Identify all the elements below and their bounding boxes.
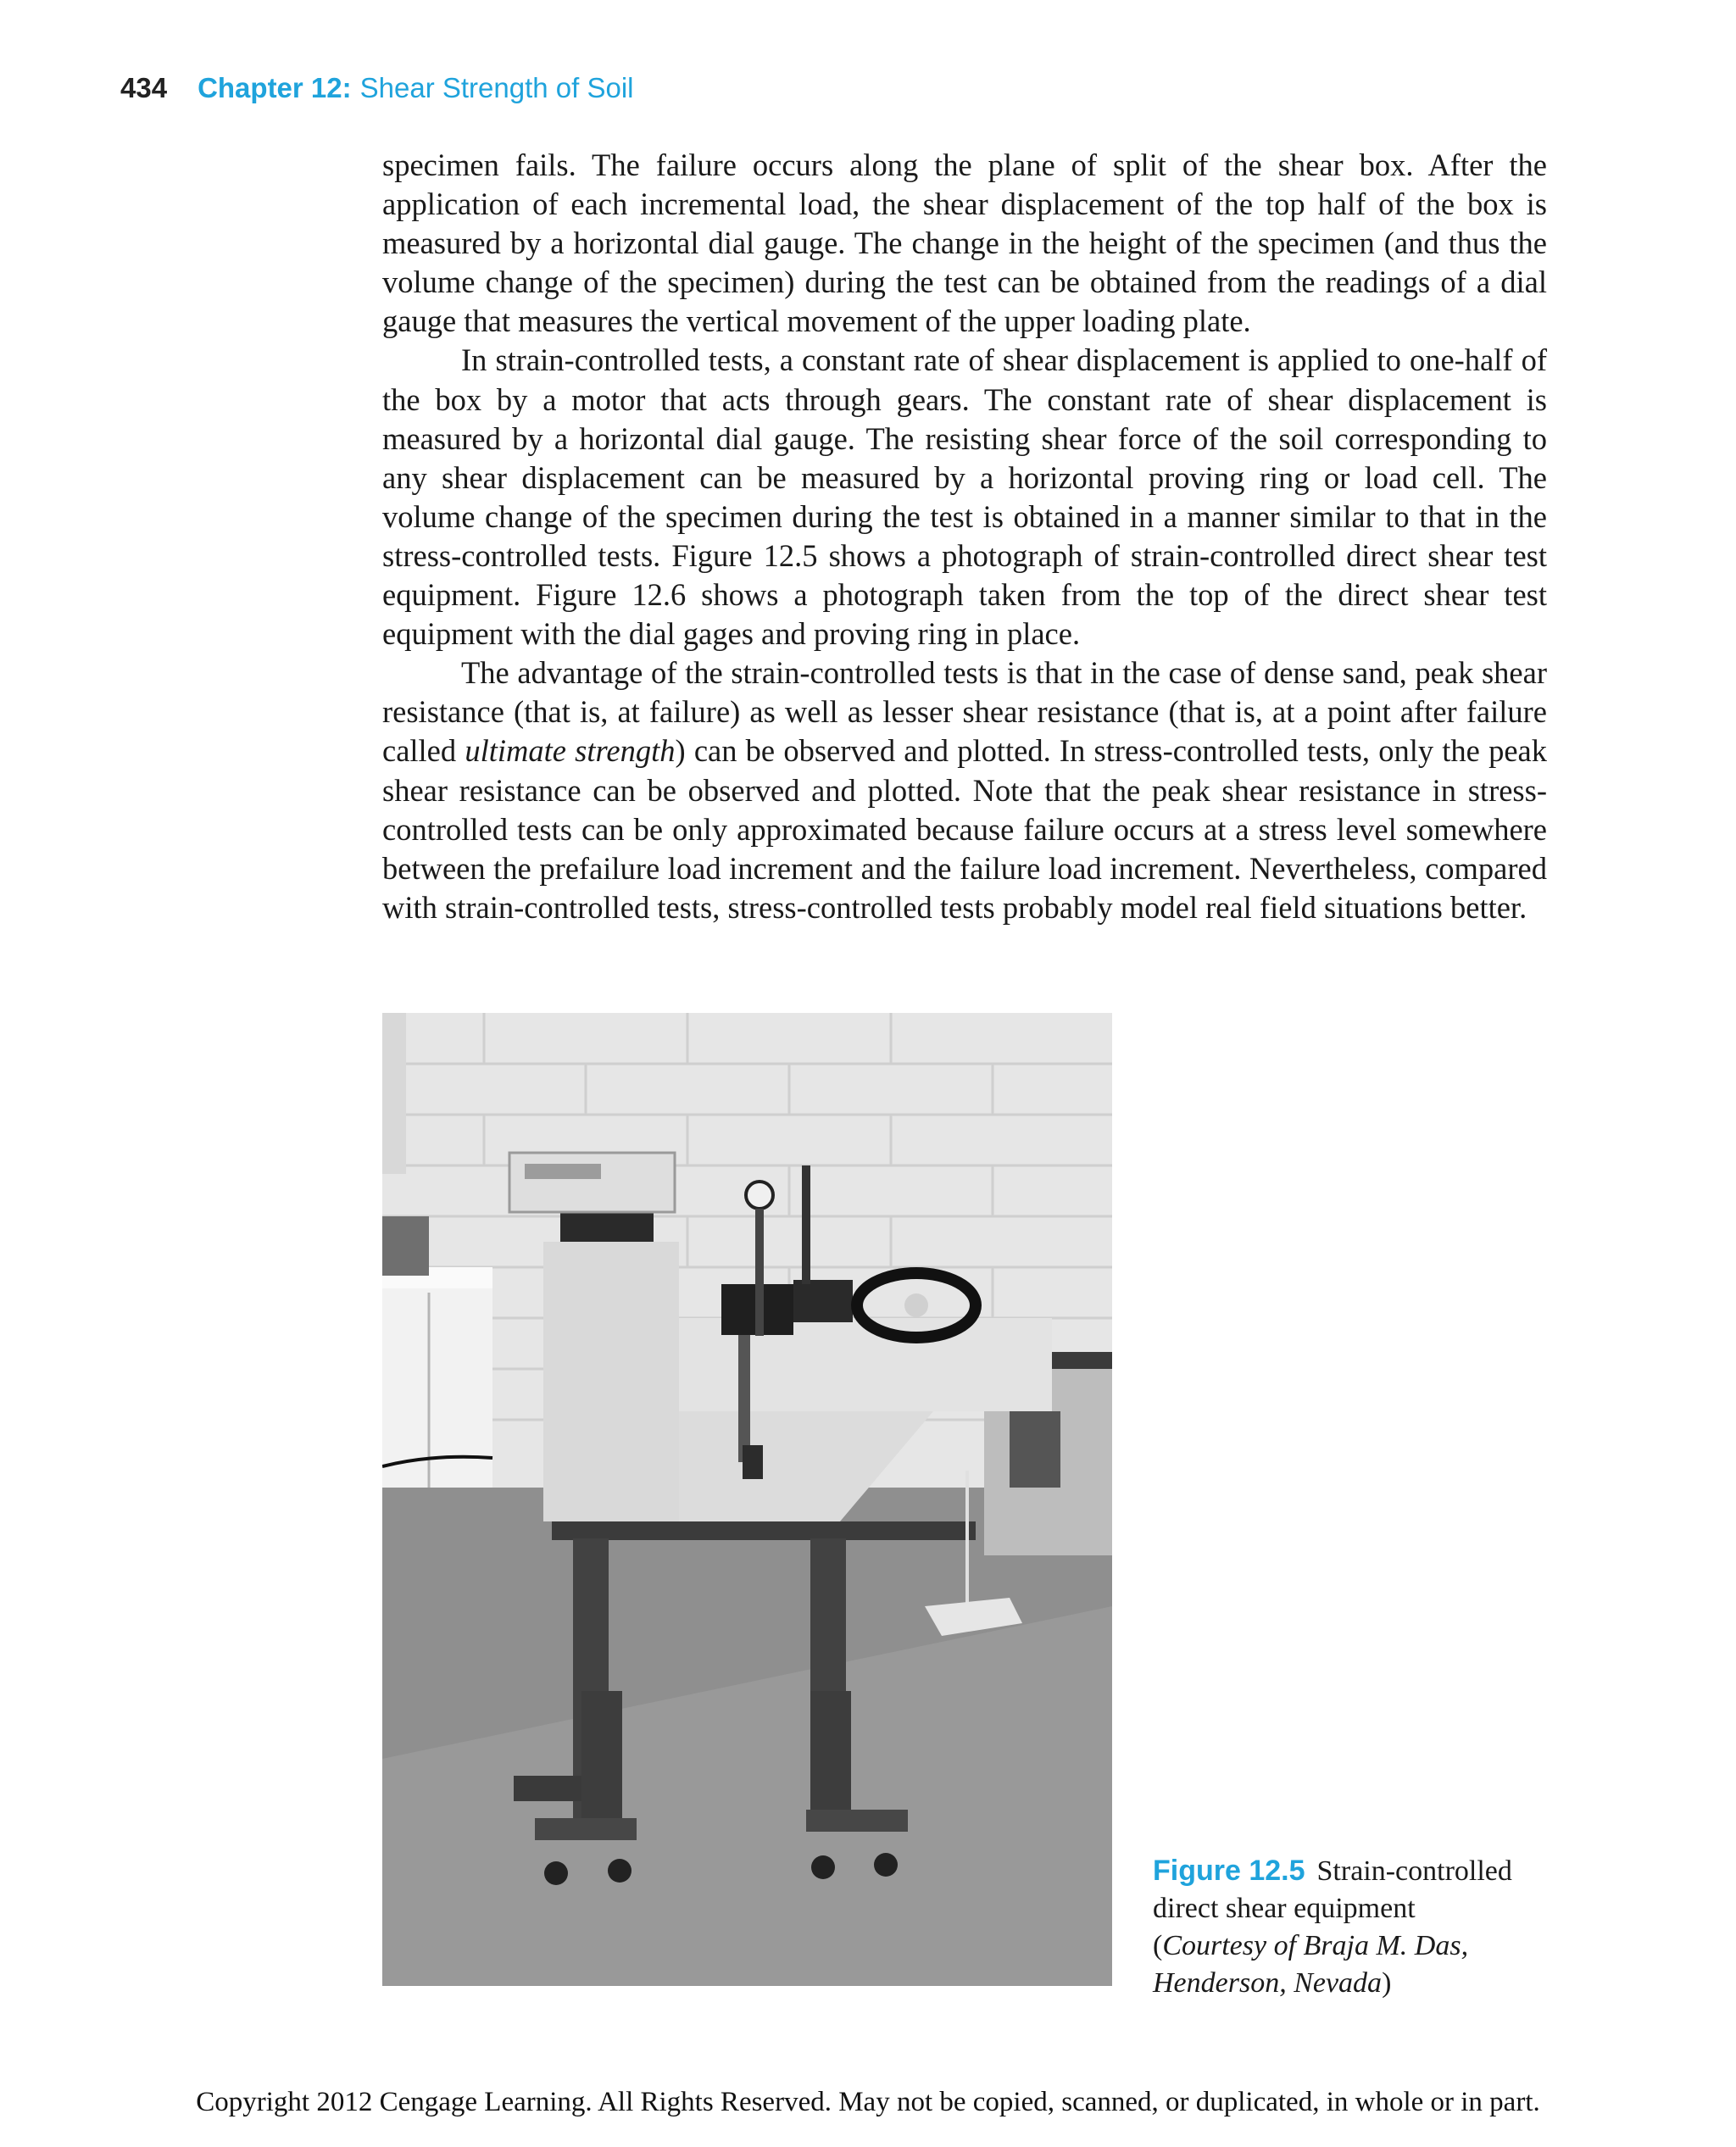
body-text xyxy=(382,146,1547,927)
courtesy-close: ) xyxy=(1382,1967,1392,1999)
page-number: 434 xyxy=(120,72,168,103)
chapter-label: Chapter 12: xyxy=(198,72,352,103)
figure-label: Figure 12.5 xyxy=(1153,1855,1305,1887)
courtesy-credit: Courtesy of Braja M. Das, Henderson, Nevada xyxy=(1153,1930,1469,1999)
ultimate-strength-term: ultimate strength xyxy=(465,733,676,769)
courtesy-open: ( xyxy=(1153,1930,1163,1961)
figure-caption-text: Strain-controlled direct shear equipment xyxy=(1153,1855,1512,1924)
figure-photo xyxy=(382,1013,1112,1986)
copyright-notice: Copyright 2012 Cengage Learning. All Rights Reserved. May not be copied, scanned, or duplicated, in whole or in part. xyxy=(196,2087,1540,2117)
paragraph-2: In strain-controlled tests, a constant rate of shear displacement is applied to one-half of the box by a motor that acts through gears. The constant rate of shear displacement is measured by a horizontal dial gauge. The resisting shear force of the soil corresponding to any shear displacement can be measured by a horizontal proving ring or load cell. The volume change of the specimen during the test is obtained in a manner similar to that in the stress-controlled tests. Figure 12.5 shows a photograph of strain-controlled direct shear test equipment. Figure 12.6 shows a photograph taken from the top of the direct shear test equipment with the dial gages and proving ring in place. xyxy=(382,342,1547,652)
paragraph-1: specimen fails. The failure occurs along the plane of split of the shear box. After the application of each incremental load, the shear displacement of the top half of the box is measured by a horizontal dial gauge. The change in the height of the specimen (and thus the volume change of the specimen) during the test can be obtained from the readings of a dial gauge that measures the vertical movement of the upper loading plate. xyxy=(382,147,1547,339)
chapter-title: Shear Strength of Soil xyxy=(359,72,634,103)
running-head xyxy=(120,71,634,105)
paragraph-3 xyxy=(382,654,1547,927)
paragraph-3-end: ) can be observed and plotted. In stress-controlled tests, only the peak shear resistance can be observed and plotted. Note that the peak shear resistance in stress-controlled tests can be only approximated because failure occurs at a stress level somewhere between the prefailure load increment and the failure load increment. Nevertheless, compared with strain-controlled tests, stress-controlled tests probably model real field situations better. xyxy=(382,733,1547,925)
paragraph-3-start: The advantage of the strain-controlled tests is that in the case of dense sand, peak shear resistance (that is, at failure) as well as lesser shear resistance (that is, at a point after failure called xyxy=(382,655,1547,769)
figure-caption xyxy=(1153,1852,1543,2002)
